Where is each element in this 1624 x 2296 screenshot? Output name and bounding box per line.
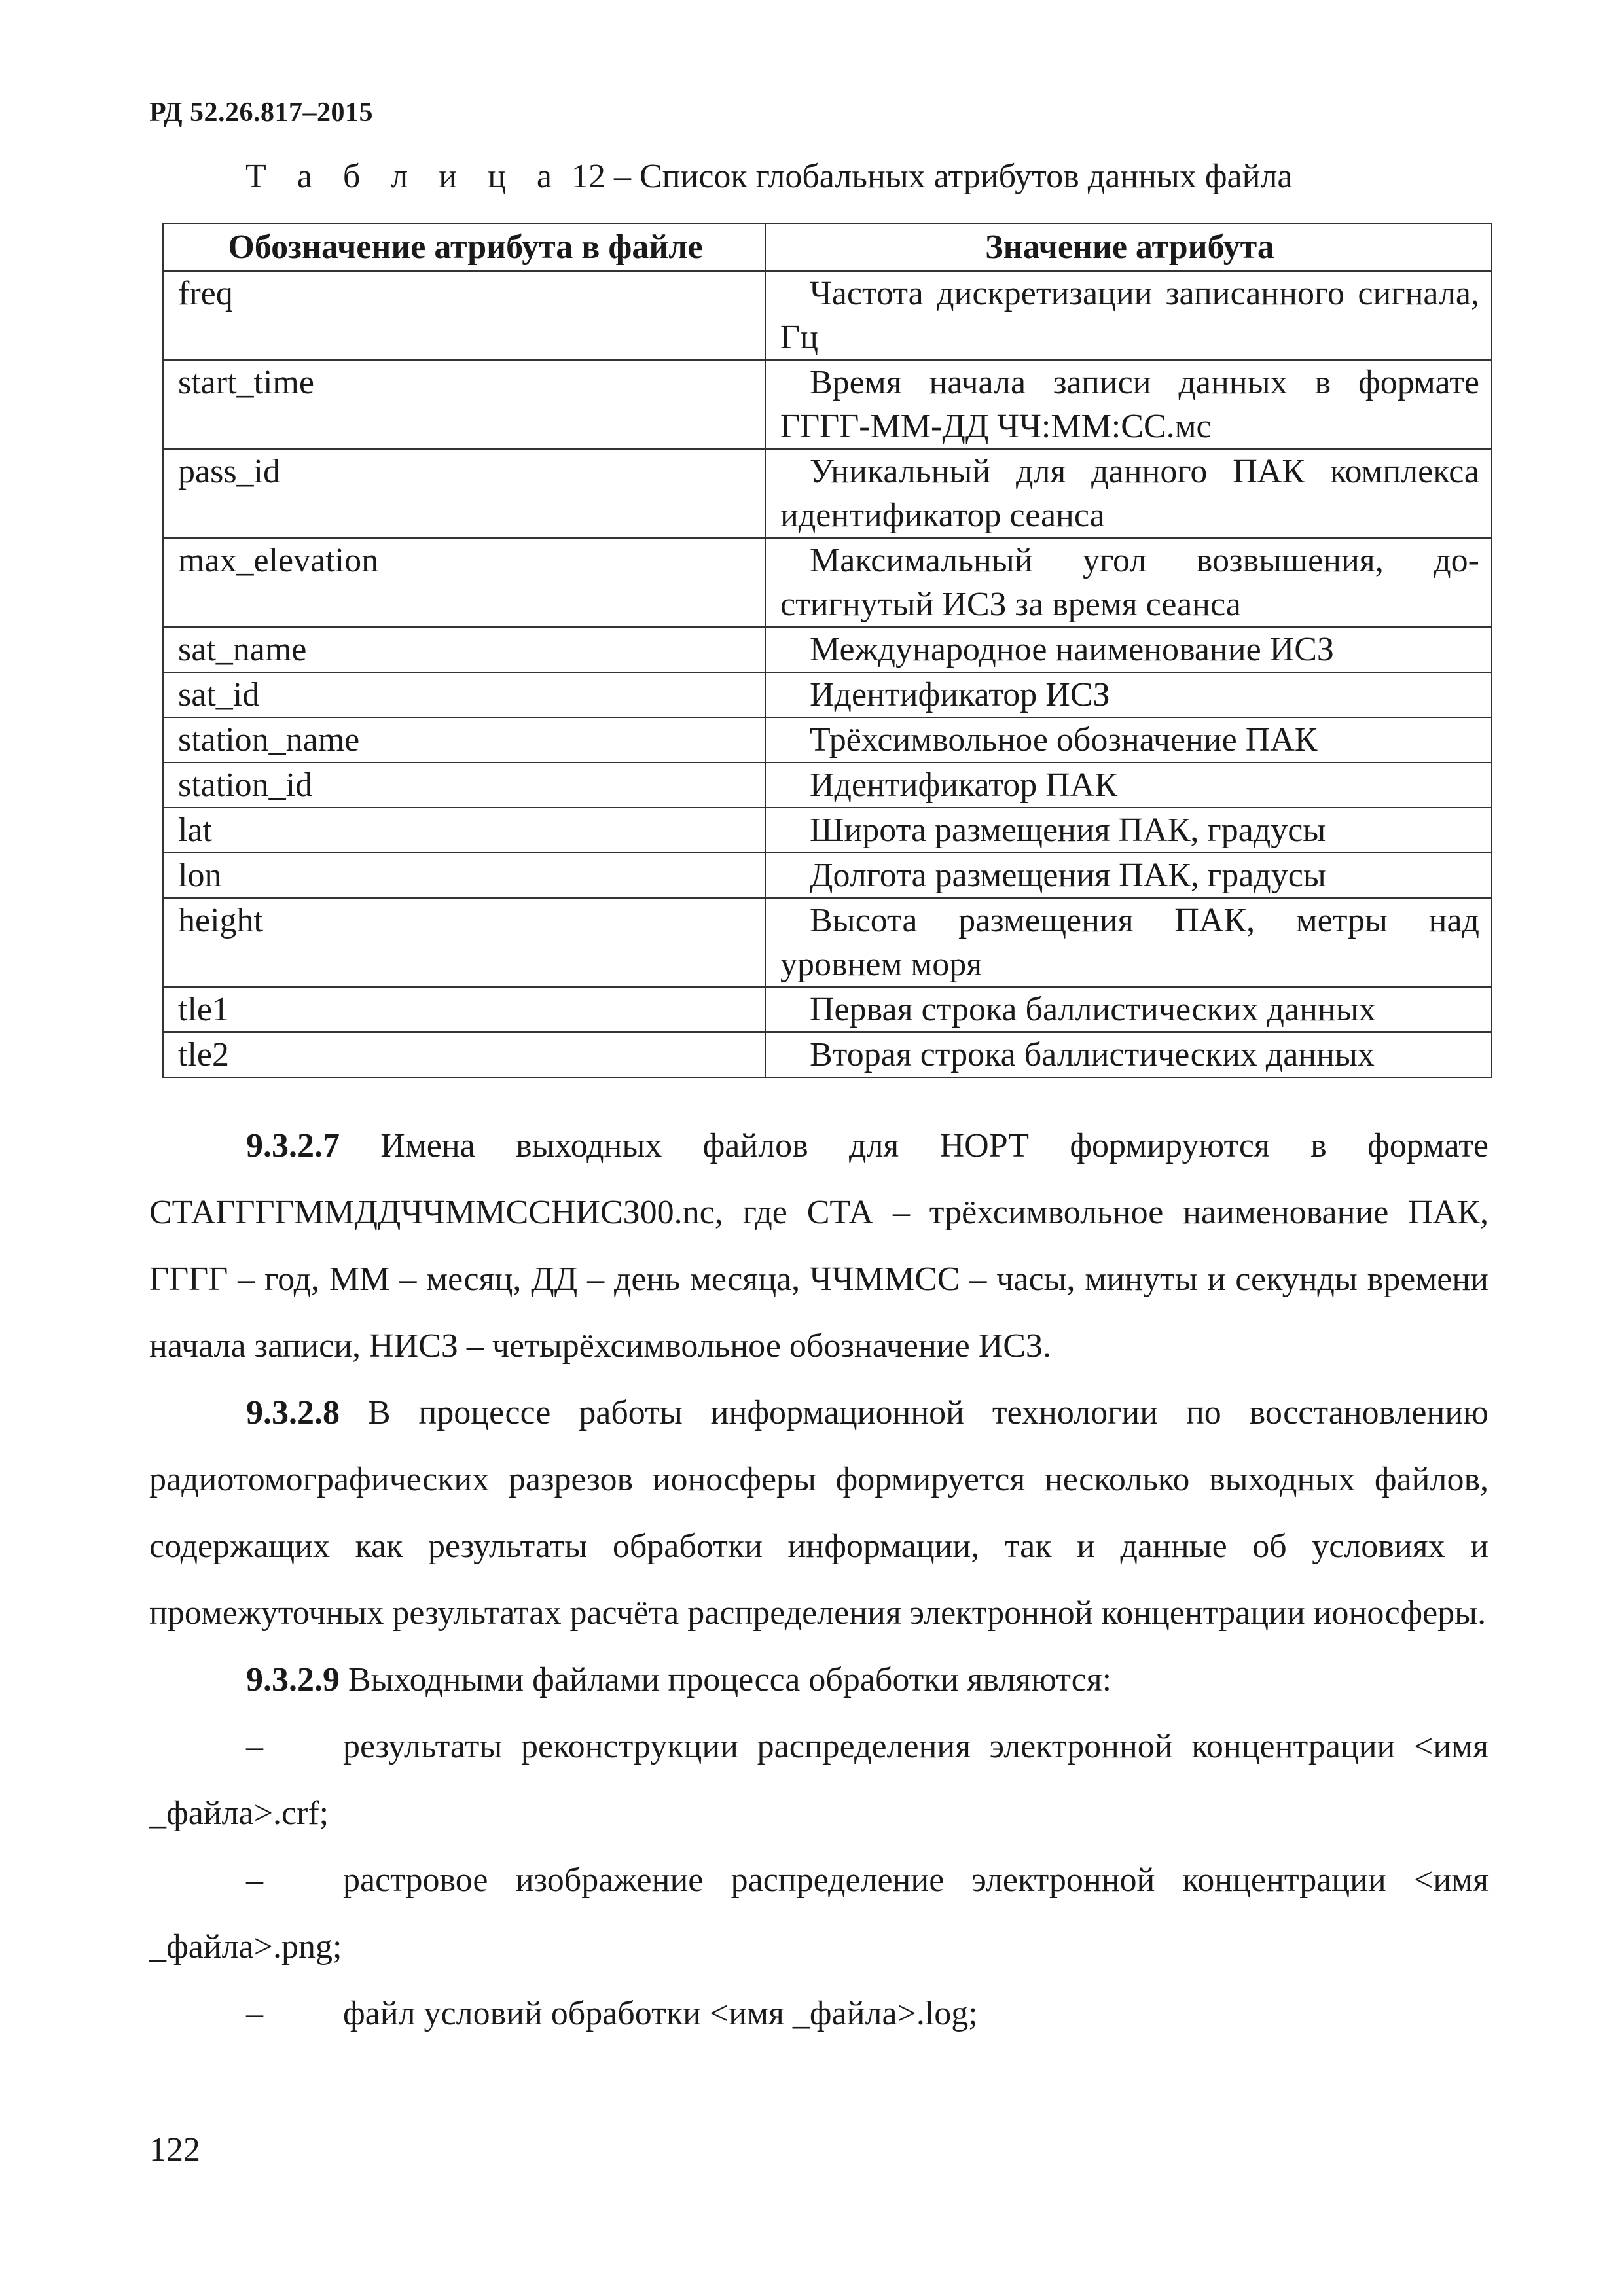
attribute-value: Максимальный угол возвышения, достигнутый ИСЗ за время сеанса [765, 538, 1492, 627]
attribute-value: Частота дискретизации записанного сигнала, Гц [765, 271, 1492, 360]
table-caption-label: Т а б л и ц а [245, 158, 563, 195]
attribute-name: tle2 [163, 1032, 765, 1077]
list-dash: – [246, 1728, 263, 1765]
list-item [149, 1713, 1489, 1847]
attribute-value: Идентификатор ПАК [765, 762, 1492, 808]
attribute-value: Первая строка баллистических данных [765, 987, 1492, 1032]
table-row [163, 762, 1492, 808]
table-row [163, 538, 1492, 627]
page-number: 122 [149, 2131, 200, 2168]
section-number: 9.3.2.7 [246, 1127, 340, 1164]
paragraph-text: В процессе работы информационной технологии по восстановлению радиотомографических разрезов ионосферы формируется несколько выходных файлов, содержащих как результаты обработки информации, так и данные об условиях и промежуточных результатах расчёта распределения электронной концентрации ионосферы. [149, 1394, 1489, 1632]
list-item-text: растровое изображение распределение электронной концентрации <имя _файла>.png; [149, 1861, 1489, 1965]
table-row [163, 853, 1492, 898]
table-row [163, 360, 1492, 449]
column-header-attribute-name: Обозначение атрибута в файле [163, 223, 765, 271]
attribute-value: Долгота размещения ПАК, градусы [765, 853, 1492, 898]
table-caption [245, 157, 1293, 196]
table-row [163, 987, 1492, 1032]
paragraph-9-3-2-7 [149, 1113, 1489, 1380]
list-dash: – [246, 1861, 263, 1899]
table-row [163, 1032, 1492, 1077]
list-dash: – [246, 1995, 263, 2032]
table-row [163, 898, 1492, 987]
table-row [163, 449, 1492, 538]
attribute-name: sat_id [163, 672, 765, 717]
table-caption-text: 12 – Список глобальных атрибутов данных файла [571, 158, 1293, 195]
column-header-attribute-value: Значение атрибута [765, 223, 1492, 271]
attribute-name: lon [163, 853, 765, 898]
paragraph-text: Выходными файлами процесса обработки являются: [340, 1661, 1112, 1698]
attribute-name: freq [163, 271, 765, 360]
attribute-name: max_elevation [163, 538, 765, 627]
list-item-text: файл условий обработки <имя _файла>.log; [343, 1995, 978, 2032]
attribute-name: sat_name [163, 627, 765, 672]
table-row [163, 627, 1492, 672]
table-row [163, 672, 1492, 717]
list-item-text: результаты реконструкции распределения электронной концентрации <имя _файла>.crf; [149, 1728, 1489, 1832]
attributes-table [162, 223, 1492, 1078]
attribute-name: height [163, 898, 765, 987]
document-code: РД 52.26.817–2015 [149, 98, 374, 128]
attribute-value: Высота размещения ПАК, метры над уровнем моря [765, 898, 1492, 987]
section-number: 9.3.2.9 [246, 1661, 340, 1698]
paragraph-9-3-2-8 [149, 1380, 1489, 1647]
attribute-name: pass_id [163, 449, 765, 538]
body-text [149, 1113, 1489, 2047]
attribute-name: station_id [163, 762, 765, 808]
attribute-name: station_name [163, 717, 765, 762]
attribute-value: Уникальный для данного ПАК комплекса идентификатор сеанса [765, 449, 1492, 538]
list-item [149, 1847, 1489, 1981]
attribute-value: Время начала записи данных в формате ГГГГ-ММ-ДД ЧЧ:ММ:СС.мс [765, 360, 1492, 449]
section-number: 9.3.2.8 [246, 1394, 340, 1431]
attribute-name: lat [163, 808, 765, 853]
attribute-value: Широта размещения ПАК, градусы [765, 808, 1492, 853]
paragraph-9-3-2-9 [149, 1647, 1489, 1713]
table-row [163, 271, 1492, 360]
attribute-value: Международное наименование ИСЗ [765, 627, 1492, 672]
table-row [163, 808, 1492, 853]
attribute-name: start_time [163, 360, 765, 449]
list-item [149, 1981, 1489, 2047]
attribute-value: Вторая строка баллистических данных [765, 1032, 1492, 1077]
paragraph-text: Имена выходных файлов для НОРТ формируются в формате СТАГГГГММДДЧЧММССНИСЗ00.nc, где СТА – трёхсимвольное наименование ПАК, ГГГГ – год, ММ – месяц, ДД – день месяца, ЧЧММСС – часы, минуты и секунды времени начала записи, НИСЗ – четырёхсимвольное обозначение ИСЗ. [149, 1127, 1489, 1365]
table-row [163, 717, 1492, 762]
attribute-name: tle1 [163, 987, 765, 1032]
table-header-row [163, 223, 1492, 271]
attribute-value: Идентификатор ИСЗ [765, 672, 1492, 717]
attribute-value: Трёхсимвольное обозначение ПАК [765, 717, 1492, 762]
